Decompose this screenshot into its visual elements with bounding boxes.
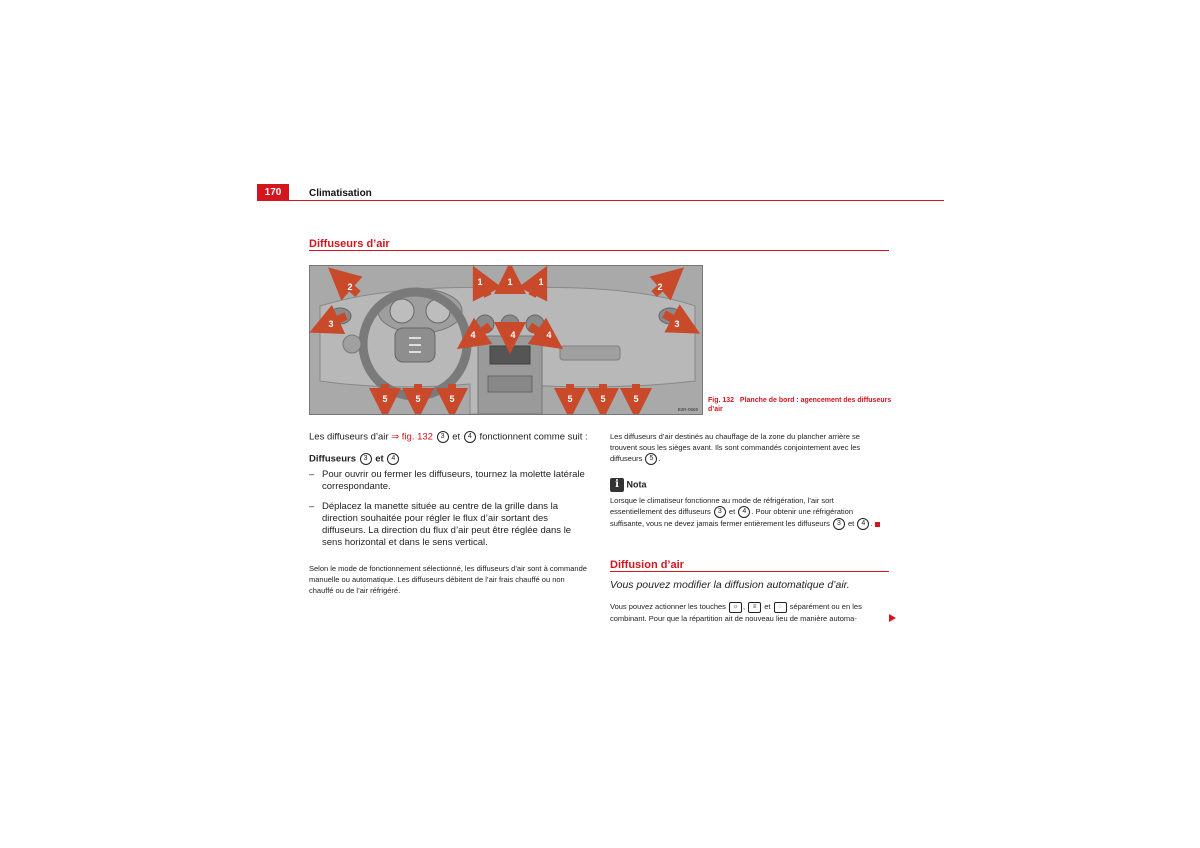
sub-heading: Diffuseurs 3 et 4 bbox=[309, 453, 400, 466]
figure-caption-text: Planche de bord : agencement des diffuseurs d’air bbox=[708, 397, 892, 413]
section-rule bbox=[610, 571, 889, 572]
bullet-dash: – bbox=[309, 469, 315, 480]
vent-label: 3 bbox=[328, 319, 334, 329]
mode-paragraph: Selon le mode de fonctionnement sélectionné, les diffuseurs d’air sont à commande manuelle ou automatique. Les diffuseurs débitent de l’air frais chauffé ou non chauffé ou de l’air réfrigéré. bbox=[309, 564, 587, 595]
info-icon: i bbox=[610, 478, 624, 492]
continue-arrow-icon bbox=[889, 614, 896, 622]
vent-label: 4 bbox=[510, 330, 516, 340]
vent-label: 4 bbox=[546, 330, 552, 340]
vent-number-badge: 4 bbox=[857, 518, 869, 530]
vent-number-badge: 4 bbox=[387, 453, 399, 465]
figure-caption bbox=[708, 396, 893, 414]
vent-label: 5 bbox=[633, 394, 639, 404]
vent-number-badge: 5 bbox=[645, 453, 657, 465]
dashboard-figure bbox=[309, 265, 703, 415]
vent-label: 5 bbox=[382, 394, 388, 404]
section-subtitle: Vous pouvez modifier la diffusion automatique d’air. bbox=[610, 579, 850, 591]
vent-number-badge: 4 bbox=[464, 431, 476, 443]
vent-label: 2 bbox=[657, 282, 663, 292]
face-vent-key-icon: ◌ bbox=[774, 602, 787, 613]
vent-label: 1 bbox=[477, 277, 483, 287]
climate-panel bbox=[488, 376, 532, 392]
chapter-title: Climatisation bbox=[309, 188, 372, 199]
bullet-item: – Déplacez la manette située au centre de la grille dans la direction souhaitée pour régler le flux d’air sortant des diffuseurs. La direction du flux d’air peut être réglée dans le sens horizontal et dans le sens vertical. bbox=[309, 501, 572, 548]
defrost-key-icon: ☼ bbox=[729, 602, 742, 613]
bullet-dash: – bbox=[309, 501, 315, 512]
vent-label: 3 bbox=[674, 319, 680, 329]
section-title-diffusion: Diffusion d’air bbox=[610, 559, 684, 571]
speedometer bbox=[390, 299, 414, 323]
page-number: 170 bbox=[257, 184, 289, 201]
nota-paragraph: Lorsque le climatiseur fonctionne au mode de réfrigération, l’air sort essentiellement des diffuseurs 3 et 4 . Pour obtenir une réfrigération suffisante, vous ne devez jamais fermer entièrement les diffuseurs 3 et 4 . bbox=[610, 495, 888, 530]
vent-number-badge: 3 bbox=[437, 431, 449, 443]
vent-number-badge: 3 bbox=[714, 506, 726, 518]
nota-heading: i Nota bbox=[610, 478, 647, 492]
end-marker-icon bbox=[875, 522, 880, 527]
vent-label: 2 bbox=[347, 282, 353, 292]
vent-number-badge: 4 bbox=[738, 506, 750, 518]
vent-label: 1 bbox=[538, 277, 544, 287]
glovebox bbox=[560, 346, 620, 360]
vent-label: 5 bbox=[449, 394, 455, 404]
vent-number-badge: 3 bbox=[360, 453, 372, 465]
header-rule bbox=[257, 200, 944, 201]
section-rule bbox=[309, 250, 889, 251]
intro-paragraph: Les diffuseurs d’air ⇒ fig. 132 3 et 4 fonctionnent comme suit : bbox=[309, 431, 588, 443]
bullet-item: – Pour ouvrir ou fermer les diffuseurs, tournez la molette latérale correspondante. bbox=[309, 469, 585, 492]
section-title-diffuseurs: Diffuseurs d’air bbox=[309, 238, 390, 250]
vent-label: 1 bbox=[507, 277, 513, 287]
vent-label: 4 bbox=[470, 330, 476, 340]
vent-label: 5 bbox=[567, 394, 573, 404]
figure-code: B3R-0669 bbox=[677, 407, 698, 412]
figure-caption-prefix: Fig. 132 bbox=[708, 397, 735, 404]
rear-vents-paragraph: Les diffuseurs d’air destinés au chauffage de la zone du plancher arrière se trouvent sous les sièges avant. Ils sont commandés conjointement avec les diffuseurs 5 . bbox=[610, 431, 888, 465]
vent-label: 5 bbox=[600, 394, 606, 404]
diffusion-paragraph: Vous pouvez actionner les touches ☼ , ≡ et ◌ séparément ou en les combinant. Pour que la répartition ait de nouveau lieu de manière automa- bbox=[610, 602, 862, 623]
footwell-key-icon: ≡ bbox=[748, 602, 761, 613]
dashboard-illustration bbox=[310, 266, 702, 414]
vent-label: 5 bbox=[415, 394, 421, 404]
figure-link[interactable]: ⇒ fig. 132 bbox=[391, 431, 433, 443]
vent-number-badge: 3 bbox=[833, 518, 845, 530]
light-switch bbox=[343, 335, 361, 353]
radio-display bbox=[490, 346, 530, 364]
